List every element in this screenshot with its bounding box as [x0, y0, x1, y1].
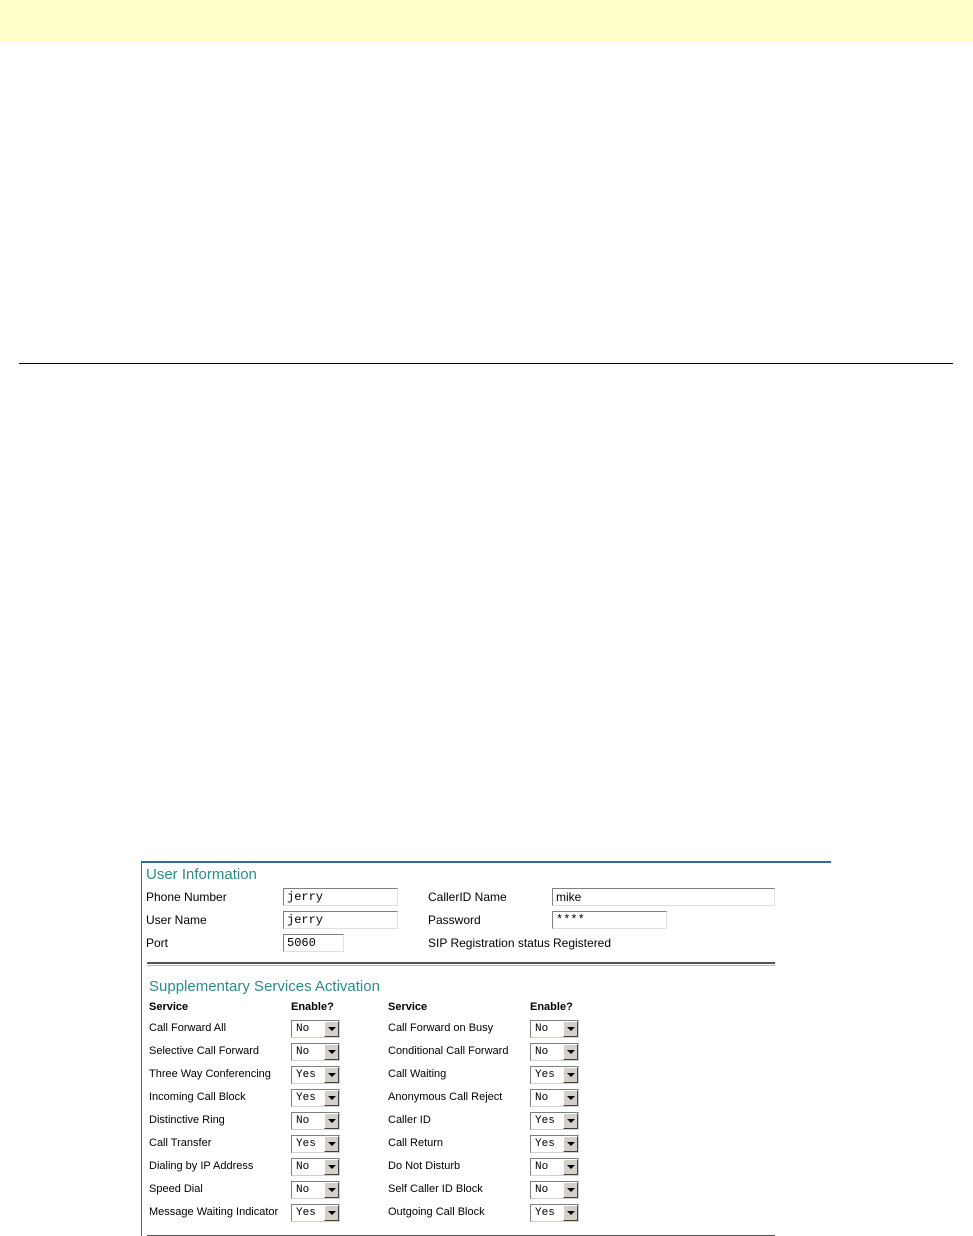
- service-label: Speed Dial: [149, 1183, 203, 1195]
- dropdown-arrow-icon[interactable]: [563, 1182, 578, 1198]
- dropdown-arrow-icon[interactable]: [324, 1182, 339, 1198]
- callerid-name-input[interactable]: mike: [552, 888, 775, 906]
- service-enable-select[interactable]: [530, 1112, 579, 1130]
- service-enable-value: No: [535, 1092, 549, 1104]
- service-enable-select[interactable]: [291, 1066, 340, 1084]
- service-enable-value: No: [296, 1161, 310, 1173]
- phone-number-label: Phone Number: [146, 890, 227, 904]
- service-enable-value: No: [535, 1184, 549, 1196]
- supplementary-services-heading: Supplementary Services Activation: [149, 978, 380, 995]
- dropdown-arrow-icon[interactable]: [563, 1159, 578, 1175]
- service-enable-select[interactable]: [530, 1066, 579, 1084]
- service-label: Dialing by IP Address: [149, 1160, 254, 1172]
- service-label: Call Waiting: [388, 1068, 447, 1080]
- dropdown-arrow-icon[interactable]: [324, 1136, 339, 1152]
- settings-panel: [141, 861, 831, 1236]
- dropdown-arrow-icon[interactable]: [324, 1090, 339, 1106]
- service-label: Selective Call Forward: [149, 1045, 260, 1057]
- service-label: Call Return: [388, 1137, 444, 1149]
- dropdown-arrow-icon[interactable]: [324, 1067, 339, 1083]
- password-input[interactable]: ****: [552, 911, 667, 929]
- dropdown-arrow-icon[interactable]: [563, 1067, 578, 1083]
- service-enable-select[interactable]: [291, 1112, 340, 1130]
- panel-top-border: [141, 861, 831, 863]
- service-enable-value: No: [296, 1023, 310, 1035]
- user-name-input[interactable]: jerry: [283, 911, 398, 929]
- service-enable-value: Yes: [535, 1138, 555, 1150]
- service-enable-value: Yes: [296, 1138, 316, 1150]
- service-enable-value: No: [296, 1184, 310, 1196]
- service-enable-select[interactable]: [530, 1089, 579, 1107]
- top-banner: [0, 0, 973, 42]
- service-enable-select[interactable]: [530, 1158, 579, 1176]
- service-enable-value: Yes: [535, 1207, 555, 1219]
- service-column-header-right: Service: [388, 1001, 428, 1013]
- service-label: Self Caller ID Block: [388, 1183, 483, 1195]
- section-separator: [147, 962, 775, 964]
- service-enable-value: No: [535, 1046, 549, 1058]
- service-enable-select[interactable]: [291, 1158, 340, 1176]
- dropdown-arrow-icon[interactable]: [563, 1113, 578, 1129]
- service-enable-value: No: [535, 1023, 549, 1035]
- user-information-heading: User Information: [146, 866, 257, 883]
- port-label: Port: [146, 936, 169, 950]
- service-enable-select[interactable]: [291, 1089, 340, 1107]
- dropdown-arrow-icon[interactable]: [563, 1044, 578, 1060]
- dropdown-arrow-icon[interactable]: [563, 1090, 578, 1106]
- user-name-label: User Name: [146, 913, 207, 927]
- service-enable-value: No: [296, 1046, 310, 1058]
- password-label: Password: [428, 913, 481, 927]
- dropdown-arrow-icon[interactable]: [563, 1136, 578, 1152]
- dropdown-arrow-icon[interactable]: [324, 1113, 339, 1129]
- service-enable-select[interactable]: [530, 1135, 579, 1153]
- service-label: Outgoing Call Block: [388, 1206, 485, 1218]
- port-input[interactable]: 5060: [283, 934, 344, 952]
- dropdown-arrow-icon[interactable]: [324, 1044, 339, 1060]
- service-label: Call Forward on Busy: [388, 1022, 494, 1034]
- phone-number-input[interactable]: jerry: [283, 888, 398, 906]
- service-label: Do Not Disturb: [388, 1160, 461, 1172]
- dropdown-arrow-icon[interactable]: [563, 1205, 578, 1221]
- service-label: Anonymous Call Reject: [388, 1091, 503, 1103]
- service-label: Caller ID: [388, 1114, 431, 1126]
- service-enable-select[interactable]: [291, 1204, 340, 1222]
- service-enable-select[interactable]: [291, 1043, 340, 1061]
- dropdown-arrow-icon[interactable]: [563, 1021, 578, 1037]
- service-enable-value: No: [535, 1161, 549, 1173]
- service-label: Call Forward All: [149, 1022, 227, 1034]
- sip-status-label: SIP Registration status: [428, 936, 550, 950]
- enable-column-header-left: Enable?: [291, 1001, 334, 1013]
- service-label: Conditional Call Forward: [388, 1045, 509, 1057]
- service-enable-select[interactable]: [530, 1043, 579, 1061]
- service-label: Incoming Call Block: [149, 1091, 246, 1103]
- service-label: Message Waiting Indicator: [149, 1206, 279, 1218]
- service-label: Call Transfer: [149, 1137, 212, 1149]
- dropdown-arrow-icon[interactable]: [324, 1205, 339, 1221]
- service-enable-select[interactable]: [291, 1020, 340, 1038]
- service-enable-select[interactable]: [291, 1135, 340, 1153]
- service-column-header-left: Service: [149, 1001, 189, 1013]
- dropdown-arrow-icon[interactable]: [324, 1159, 339, 1175]
- service-enable-value: Yes: [296, 1092, 316, 1104]
- service-enable-value: Yes: [296, 1207, 316, 1219]
- horizontal-rule: [19, 363, 953, 364]
- service-enable-value: No: [296, 1115, 310, 1127]
- enable-column-header-right: Enable?: [530, 1001, 573, 1013]
- service-label: Distinctive Ring: [149, 1114, 225, 1126]
- service-enable-select[interactable]: [291, 1181, 340, 1199]
- service-enable-select[interactable]: [530, 1204, 579, 1222]
- dropdown-arrow-icon[interactable]: [324, 1021, 339, 1037]
- service-enable-select[interactable]: [530, 1181, 579, 1199]
- service-enable-select[interactable]: [530, 1020, 579, 1038]
- service-label: Three Way Conferencing: [149, 1068, 271, 1080]
- service-enable-value: Yes: [296, 1069, 316, 1081]
- panel-left-border: [141, 861, 142, 1236]
- sip-status-value: Registered: [553, 936, 612, 950]
- callerid-name-label: CallerID Name: [428, 890, 507, 904]
- section-separator-shadow: [147, 965, 775, 966]
- service-enable-value: Yes: [535, 1069, 555, 1081]
- service-enable-value: Yes: [535, 1115, 555, 1127]
